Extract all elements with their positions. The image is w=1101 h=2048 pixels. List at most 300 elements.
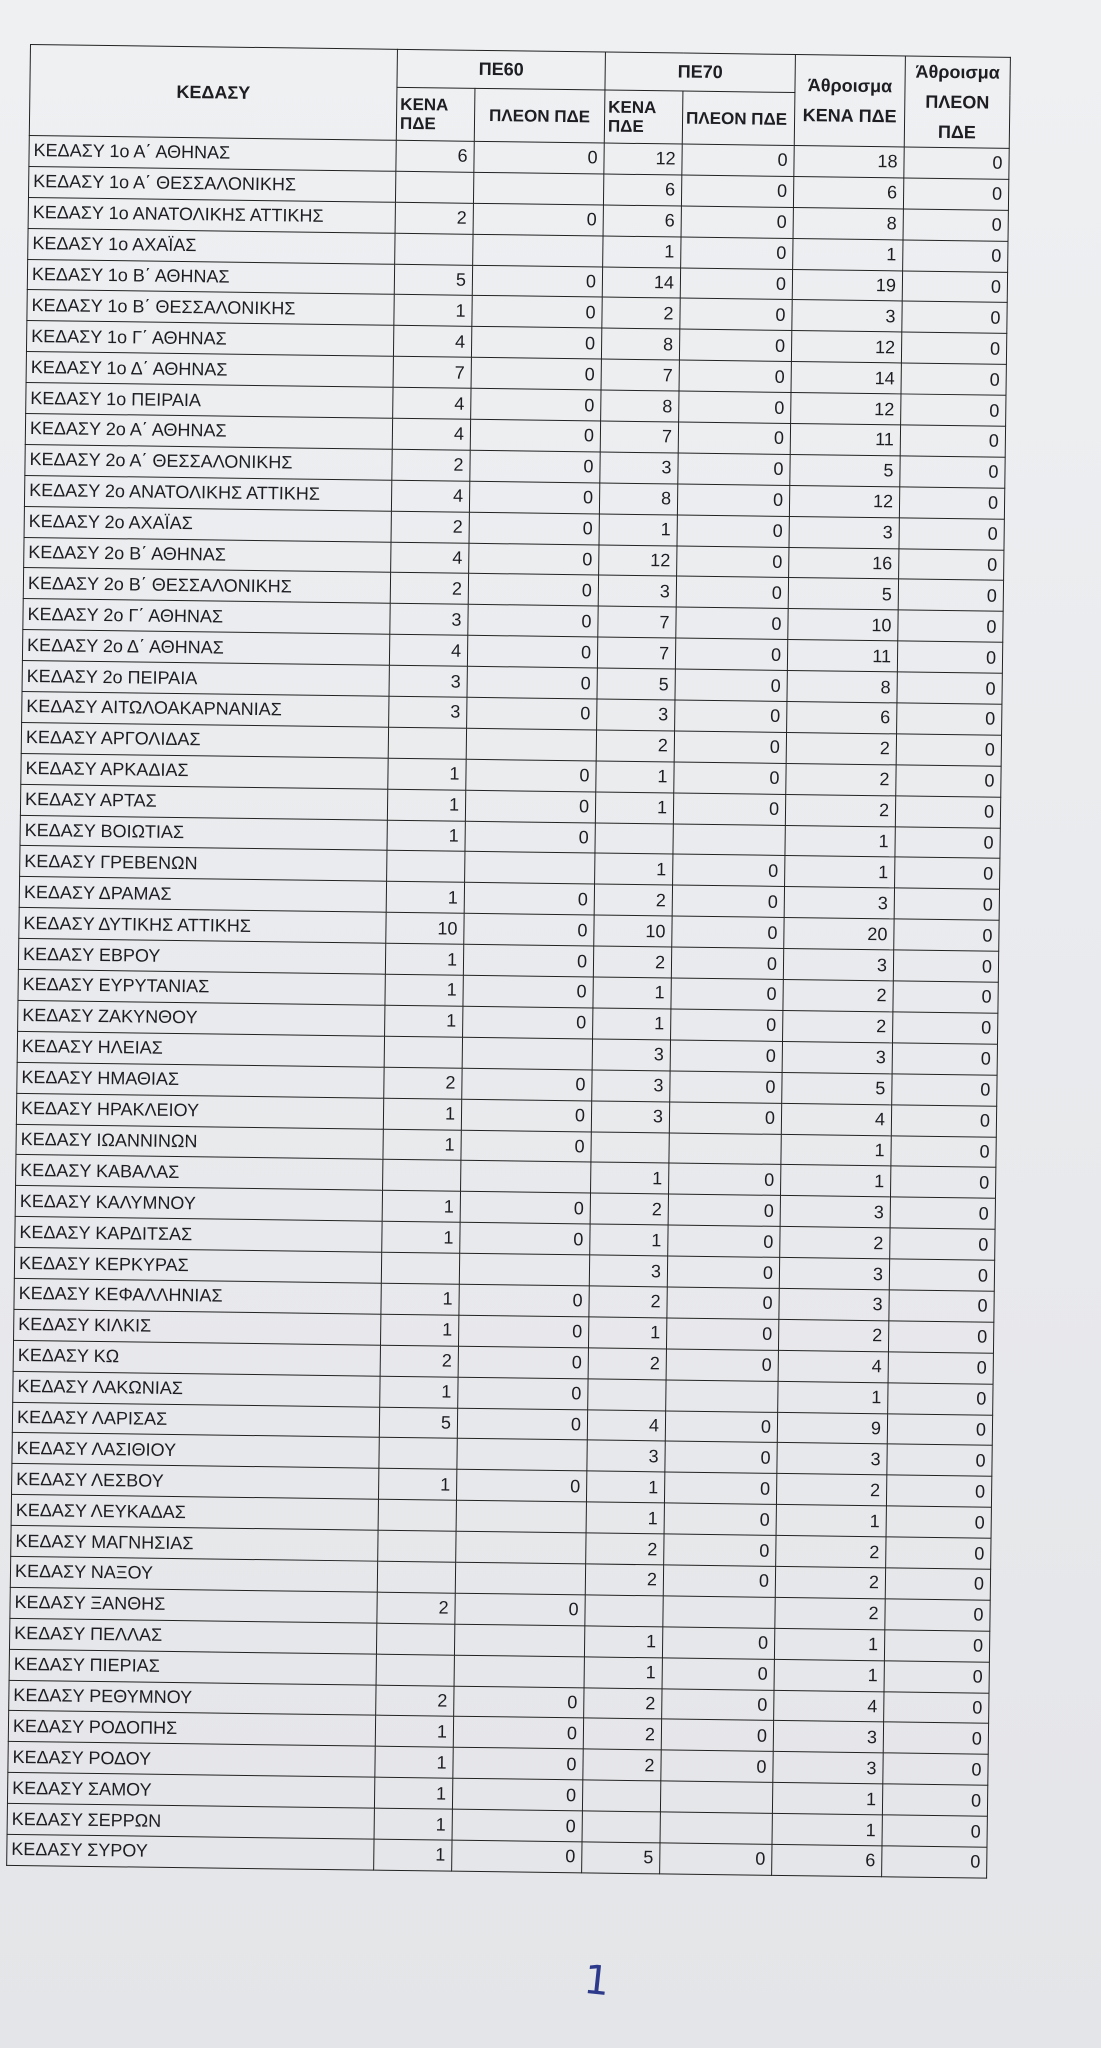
cell-name: ΚΕΔΑΣΥ 1ο Α΄ ΘΕΣΣΑΛΟΝΙΚΗΣ [28, 166, 395, 202]
cell-sum-kena: 14 [791, 362, 901, 394]
cell-name: ΚΕΔΑΣΥ ΑΙΤΩΛΟΑΚΑΡΝΑΝΙΑΣ [22, 691, 389, 727]
cell-pe70-kena: 6 [603, 205, 681, 237]
cell-pe70-kena: 8 [601, 390, 679, 422]
cell-pe60-kena: 1 [374, 1777, 452, 1809]
cell-pe70-pleon: 0 [675, 700, 787, 732]
cell-pe60-kena: 2 [376, 1685, 454, 1717]
cell-pe70-kena: 5 [597, 668, 675, 700]
cell-pe60-pleon: 0 [452, 1809, 582, 1842]
cell-pe60-pleon [455, 1562, 585, 1595]
cell-pe70-pleon: 0 [665, 1441, 777, 1473]
cell-pe60-kena: 4 [392, 418, 470, 450]
cell-pe60-pleon: 0 [466, 759, 596, 792]
cell-pe70-kena: 3 [598, 575, 676, 607]
cell-pe70-kena: 3 [600, 452, 678, 484]
cell-name: ΚΕΔΑΣΥ ΚΑΛΥΜΝΟΥ [15, 1186, 382, 1222]
cell-pe70-kena: 3 [591, 1101, 669, 1133]
cell-sum-pleon: 0 [890, 1197, 995, 1229]
cell-pe60-pleon [461, 1161, 591, 1194]
cell-sum-kena: 20 [784, 918, 894, 950]
cell-pe60-kena: 1 [374, 1808, 452, 1840]
cell-pe70-kena: 1 [584, 1657, 662, 1689]
cell-pe70-kena: 6 [603, 174, 681, 206]
cell-name: ΚΕΔΑΣΥ 1ο Β΄ ΘΕΣΣΑΛΟΝΙΚΗΣ [27, 290, 394, 326]
cell-pe60-kena: 2 [390, 573, 468, 605]
cell-sum-pleon: 0 [882, 1846, 987, 1878]
cell-pe70-pleon [660, 1812, 772, 1844]
cell-pe70-pleon: 0 [662, 1688, 774, 1720]
table-body [7, 135, 1010, 1878]
cell-sum-kena: 12 [789, 485, 899, 517]
cell-sum-pleon: 0 [893, 981, 998, 1013]
cell-pe60-pleon: 0 [461, 1099, 591, 1132]
cell-sum-kena: 2 [785, 794, 895, 826]
cell-pe70-kena: 2 [594, 884, 672, 916]
cell-sum-pleon: 0 [900, 456, 1005, 488]
cell-sum-pleon: 0 [886, 1475, 991, 1507]
cell-pe70-pleon: 0 [660, 1843, 772, 1875]
cell-pe70-kena: 2 [589, 1286, 667, 1318]
cell-pe60-kena [381, 1252, 459, 1284]
cell-name: ΚΕΔΑΣΥ 1ο ΠΕΙΡΑΙΑ [26, 383, 393, 419]
cell-pe70-pleon: 0 [672, 916, 784, 948]
cell-pe70-kena: 3 [592, 1039, 670, 1071]
cell-name: ΚΕΔΑΣΥ ΚΕΡΚΥΡΑΣ [14, 1247, 381, 1283]
cell-pe70-kena [585, 1595, 663, 1627]
cell-pe60-pleon: 0 [463, 1006, 593, 1039]
cell-name: ΚΕΔΑΣΥ 1ο Α΄ ΑΘΗΝΑΣ [29, 135, 396, 171]
cell-sum-kena: 1 [780, 1165, 890, 1197]
cell-pe70-kena: 1 [588, 1317, 666, 1349]
cell-sum-kena: 1 [785, 825, 895, 857]
cell-sum-kena: 3 [779, 1288, 889, 1320]
cell-pe60-kena: 2 [384, 1067, 462, 1099]
cell-sum-kena: 2 [778, 1319, 888, 1351]
cell-pe60-kena: 4 [393, 387, 471, 419]
cell-sum-kena: 16 [789, 547, 899, 579]
cell-pe70-kena: 7 [597, 637, 675, 669]
cell-pe70-pleon: 0 [681, 237, 793, 269]
cell-pe70-kena [588, 1379, 666, 1411]
cell-sum-pleon: 0 [886, 1506, 991, 1538]
cell-name: ΚΕΔΑΣΥ ΔΥΤΙΚΗΣ ΑΤΤΙΚΗΣ [19, 908, 386, 944]
cell-pe60-pleon: 0 [473, 203, 603, 236]
cell-pe60-pleon: 0 [460, 1192, 590, 1225]
cell-sum-pleon: 0 [895, 826, 1000, 858]
cell-pe70-pleon: 0 [671, 1009, 783, 1041]
cell-sum-pleon: 0 [884, 1691, 989, 1723]
cell-sum-pleon: 0 [882, 1815, 987, 1847]
cell-pe60-pleon [456, 1500, 586, 1533]
cell-name: ΚΕΔΑΣΥ ΝΑΞΟΥ [10, 1556, 377, 1592]
cell-pe70-kena: 1 [599, 514, 677, 546]
cell-pe60-kena: 1 [378, 1468, 456, 1500]
cell-pe60-kena: 1 [381, 1314, 459, 1346]
cell-pe60-kena: 1 [374, 1839, 452, 1871]
cell-pe70-kena: 1 [596, 761, 674, 793]
cell-pe60-pleon: 0 [469, 543, 599, 576]
cell-name: ΚΕΔΑΣΥ ΚΑΒΑΛΑΣ [16, 1155, 383, 1191]
cell-pe70-pleon: 0 [673, 793, 785, 825]
cell-name: ΚΕΔΑΣΥ 2ο ΑΧΑΪΑΣ [24, 506, 391, 542]
cell-sum-kena: 3 [779, 1257, 889, 1289]
cell-pe70-pleon: 0 [675, 638, 787, 670]
cell-name: ΚΕΔΑΣΥ ΙΩΑΝΝΙΝΩΝ [16, 1124, 383, 1160]
cell-name: ΚΕΔΑΣΥ ΑΡΚΑΔΙΑΣ [21, 753, 388, 789]
cell-pe70-kena: 3 [597, 699, 675, 731]
cell-pe60-kena: 3 [389, 665, 467, 697]
cell-name: ΚΕΔΑΣΥ ΚΑΡΔΙΤΣΑΣ [15, 1217, 382, 1253]
cell-sum-kena: 8 [793, 207, 903, 239]
cell-sum-kena: 9 [777, 1412, 887, 1444]
cell-sum-kena: 2 [783, 1010, 893, 1042]
cell-sum-kena: 2 [786, 732, 896, 764]
cell-pe60-kena: 1 [383, 1129, 461, 1161]
cell-pe60-pleon: 0 [472, 265, 602, 298]
cell-pe60-kena: 4 [391, 542, 469, 574]
cell-sum-pleon: 0 [887, 1444, 992, 1476]
cell-pe70-kena: 7 [601, 359, 679, 391]
cell-sum-kena: 4 [781, 1103, 891, 1135]
cell-pe60-pleon: 0 [468, 574, 598, 607]
cell-pe60-pleon: 0 [463, 944, 593, 977]
cell-pe70-pleon: 0 [679, 329, 791, 361]
cell-pe60-pleon: 0 [464, 883, 594, 916]
cell-sum-kena: 11 [790, 424, 900, 456]
cell-name: ΚΕΔΑΣΥ ΗΛΕΙΑΣ [17, 1031, 384, 1067]
cell-sum-kena: 2 [776, 1474, 886, 1506]
cell-pe60-pleon: 0 [470, 419, 600, 452]
cell-sum-kena: 5 [790, 454, 900, 486]
cell-pe60-pleon: 0 [455, 1593, 585, 1626]
cell-sum-kena: 4 [774, 1690, 884, 1722]
cell-pe60-kena: 1 [387, 820, 465, 852]
cell-name: ΚΕΔΑΣΥ ΕΥΡΥΤΑΝΙΑΣ [18, 969, 385, 1005]
cell-sum-kena: 2 [783, 979, 893, 1011]
cell-pe60-pleon: 0 [469, 481, 599, 514]
cell-sum-pleon: 0 [892, 1074, 997, 1106]
cell-pe70-kena: 3 [592, 1070, 670, 1102]
cell-name: ΚΕΔΑΣΥ ΣΕΡΡΩΝ [7, 1803, 374, 1839]
cell-pe60-pleon: 0 [461, 1130, 591, 1163]
cell-pe60-pleon: 0 [474, 141, 604, 174]
cell-pe60-kena: 2 [392, 449, 470, 481]
cell-sum-pleon: 0 [899, 548, 1004, 580]
cell-pe60-pleon: 0 [462, 1068, 592, 1101]
cell-pe70-kena: 1 [586, 1471, 664, 1503]
cell-pe60-kena [395, 233, 473, 265]
header-pe60: ΠΕ60 [397, 49, 605, 90]
cell-pe60-pleon: 0 [471, 358, 601, 391]
cell-sum-pleon: 0 [892, 1043, 997, 1075]
cell-name: ΚΕΔΑΣΥ ΛΑΣΙΘΙΟΥ [12, 1433, 379, 1469]
cell-pe70-kena: 14 [602, 267, 680, 299]
cell-sum-kena: 1 [785, 856, 895, 888]
cell-pe60-pleon: 0 [472, 296, 602, 329]
allocation-table [6, 44, 1011, 1879]
cell-pe60-kena: 4 [391, 480, 469, 512]
cell-pe70-kena: 1 [595, 853, 673, 885]
cell-pe70-pleon: 0 [673, 854, 785, 886]
cell-sum-kena: 3 [783, 949, 893, 981]
cell-name: ΚΕΔΑΣΥ ΓΡΕΒΕΝΩΝ [20, 846, 387, 882]
cell-pe70-kena: 1 [603, 236, 681, 268]
cell-pe70-pleon: 0 [680, 268, 792, 300]
cell-pe60-pleon: 0 [465, 790, 595, 823]
cell-sum-kena: 1 [772, 1813, 882, 1845]
cell-pe60-pleon [466, 728, 596, 761]
cell-pe70-pleon: 0 [662, 1627, 774, 1659]
cell-name: ΚΕΔΑΣΥ ΛΑΡΙΣΑΣ [12, 1402, 379, 1438]
cell-pe70-pleon: 0 [675, 669, 787, 701]
cell-sum-kena: 6 [793, 176, 903, 208]
cell-pe70-kena: 2 [584, 1687, 662, 1719]
cell-sum-pleon: 0 [888, 1352, 993, 1384]
cell-name: ΚΕΔΑΣΥ ΠΙΕΡΙΑΣ [9, 1649, 376, 1685]
cell-name: ΚΕΔΑΣΥ ΠΕΛΛΑΣ [9, 1618, 376, 1654]
cell-pe60-kena: 1 [394, 295, 472, 327]
cell-pe70-pleon: 0 [681, 206, 793, 238]
cell-pe60-pleon: 0 [471, 388, 601, 421]
cell-sum-kena: 18 [794, 146, 904, 178]
cell-pe60-kena: 2 [377, 1592, 455, 1624]
cell-sum-pleon: 0 [896, 734, 1001, 766]
cell-pe60-kena: 6 [396, 140, 474, 172]
cell-pe70-kena: 2 [586, 1533, 664, 1565]
cell-pe70-kena: 3 [587, 1440, 665, 1472]
handwritten-page-number: 1 [581, 1956, 612, 2006]
cell-name: ΚΕΔΑΣΥ ΣΑΜΟΥ [7, 1773, 374, 1809]
cell-pe60-pleon: 0 [467, 636, 597, 669]
cell-sum-pleon: 0 [902, 271, 1007, 303]
cell-name: ΚΕΔΑΣΥ ΚΕΦΑΛΛΗΝΙΑΣ [14, 1278, 381, 1314]
cell-pe70-kena: 2 [585, 1564, 663, 1596]
header-pe70: ΠΕ70 [605, 52, 795, 93]
cell-pe60-kena: 1 [375, 1716, 453, 1748]
cell-pe60-pleon: 0 [453, 1747, 583, 1780]
cell-pe60-pleon: 0 [458, 1315, 588, 1348]
cell-sum-kena: 11 [787, 640, 897, 672]
cell-pe70-pleon: 0 [661, 1750, 773, 1782]
header-sum-pleon: Άθροισμα ΠΛΕΟΝ ΠΔΕ [904, 56, 1010, 148]
cell-sum-kena: 1 [793, 238, 903, 270]
cell-pe60-pleon: 0 [467, 666, 597, 699]
cell-pe60-kena: 3 [390, 604, 468, 636]
cell-pe70-pleon: 0 [666, 1349, 778, 1381]
cell-sum-pleon: 0 [903, 178, 1008, 210]
cell-pe70-pleon: 0 [672, 885, 784, 917]
cell-name: ΚΕΔΑΣΥ ΖΑΚΥΝΘΟΥ [18, 1000, 385, 1036]
cell-pe60-pleon: 0 [458, 1346, 588, 1379]
cell-pe70-pleon: 0 [674, 762, 786, 794]
cell-pe70-pleon: 0 [670, 1071, 782, 1103]
cell-pe70-kena: 5 [582, 1842, 660, 1874]
cell-sum-kena: 3 [773, 1721, 883, 1753]
cell-name: ΚΕΔΑΣΥ ΣΥΡΟΥ [7, 1834, 374, 1870]
cell-pe60-kena: 5 [379, 1407, 457, 1439]
cell-name: ΚΕΔΑΣΥ ΚΙΛΚΙΣ [14, 1309, 381, 1345]
cell-pe60-kena [378, 1499, 456, 1531]
cell-pe60-pleon: 0 [465, 821, 595, 854]
cell-pe60-kena: 2 [395, 202, 473, 234]
cell-pe60-pleon: 0 [470, 450, 600, 483]
cell-pe70-kena: 12 [599, 545, 677, 577]
cell-pe60-pleon: 0 [469, 512, 599, 545]
cell-pe70-pleon: 0 [664, 1472, 776, 1504]
cell-pe70-pleon: 0 [678, 422, 790, 454]
cell-pe70-kena: 4 [587, 1409, 665, 1441]
cell-sum-pleon: 0 [883, 1753, 988, 1785]
cell-pe70-kena: 12 [604, 143, 682, 175]
cell-sum-pleon: 0 [903, 240, 1008, 272]
cell-pe70-kena [582, 1780, 660, 1812]
cell-pe60-pleon: 0 [456, 1470, 586, 1503]
cell-name: ΚΕΔΑΣΥ 1ο ΑΧΑΪΑΣ [28, 228, 395, 264]
cell-name: ΚΕΔΑΣΥ 2ο Δ΄ ΑΘΗΝΑΣ [22, 630, 389, 666]
cell-sum-pleon: 0 [898, 610, 1003, 642]
cell-sum-kena: 1 [774, 1628, 884, 1660]
cell-pe60-pleon [473, 234, 603, 267]
header-pe60-kena: ΚΕΝΑ ΠΔΕ [396, 87, 475, 141]
cell-pe60-kena [387, 851, 465, 883]
cell-pe60-kena: 1 [380, 1376, 458, 1408]
cell-name: ΚΕΔΑΣΥ ΞΑΝΘΗΣ [10, 1587, 377, 1623]
cell-pe70-pleon: 0 [662, 1658, 774, 1690]
cell-sum-pleon: 0 [893, 950, 998, 982]
cell-pe60-kena: 7 [393, 357, 471, 389]
cell-sum-kena: 1 [781, 1134, 891, 1166]
cell-pe60-pleon: 0 [454, 1686, 584, 1719]
cell-sum-kena: 3 [780, 1196, 890, 1228]
header-pe70-kena: ΚΕΝΑ ΠΔΕ [604, 90, 683, 144]
cell-pe70-pleon: 0 [664, 1503, 776, 1535]
cell-name: ΚΕΔΑΣΥ ΡΟΔΟΥ [8, 1742, 375, 1778]
cell-sum-pleon: 0 [897, 672, 1002, 704]
cell-pe60-pleon: 0 [459, 1284, 589, 1317]
cell-name: ΚΕΔΑΣΥ ΑΡΓΟΛΙΔΑΣ [21, 722, 388, 758]
cell-pe60-pleon: 0 [464, 914, 594, 947]
cell-pe70-pleon: 0 [679, 360, 791, 392]
cell-sum-kena: 2 [775, 1597, 885, 1629]
cell-sum-pleon: 0 [894, 919, 999, 951]
cell-pe60-pleon: 0 [468, 605, 598, 638]
cell-sum-pleon: 0 [902, 301, 1007, 333]
cell-pe60-kena: 1 [375, 1746, 453, 1778]
cell-pe60-pleon [473, 172, 603, 205]
cell-name: ΚΕΔΑΣΥ 1ο Β΄ ΑΘΗΝΑΣ [27, 259, 394, 295]
cell-pe70-pleon: 0 [669, 1102, 781, 1134]
cell-pe60-kena: 10 [386, 913, 464, 945]
cell-name: ΚΕΔΑΣΥ ΜΑΓΝΗΣΙΑΣ [11, 1525, 378, 1561]
cell-pe70-kena: 10 [594, 915, 672, 947]
cell-sum-pleon: 0 [883, 1722, 988, 1754]
cell-pe70-kena: 2 [602, 297, 680, 329]
cell-pe70-pleon: 0 [670, 1040, 782, 1072]
cell-sum-pleon: 0 [897, 641, 1002, 673]
cell-sum-pleon: 0 [891, 1135, 996, 1167]
cell-sum-pleon: 0 [893, 1012, 998, 1044]
cell-sum-kena: 3 [789, 516, 899, 548]
cell-name: ΚΕΔΑΣΥ ΛΕΥΚΑΔΑΣ [11, 1495, 378, 1531]
cell-sum-pleon: 0 [896, 765, 1001, 797]
cell-sum-kena: 12 [791, 393, 901, 425]
cell-sum-kena: 2 [786, 763, 896, 795]
cell-pe70-pleon [666, 1380, 778, 1412]
cell-name: ΚΕΔΑΣΥ ΛΑΚΩΝΙΑΣ [13, 1371, 380, 1407]
cell-pe60-kena: 1 [385, 974, 463, 1006]
cell-pe70-kena: 7 [598, 606, 676, 638]
cell-pe70-pleon [673, 824, 785, 856]
cell-pe60-kena: 1 [388, 758, 466, 790]
cell-pe60-kena [388, 727, 466, 759]
cell-sum-pleon: 0 [898, 579, 1003, 611]
cell-sum-kena: 1 [774, 1659, 884, 1691]
cell-pe70-pleon [669, 1132, 781, 1164]
header-pe60-pleon: ΠΛΕΟΝ ΠΔΕ [474, 88, 605, 143]
cell-sum-kena: 4 [778, 1350, 888, 1382]
cell-pe70-pleon: 0 [671, 947, 783, 979]
cell-pe60-kena [376, 1654, 454, 1686]
cell-pe70-pleon: 0 [677, 515, 789, 547]
cell-pe60-pleon [462, 1037, 592, 1070]
cell-name: ΚΕΔΑΣΥ ΑΡΤΑΣ [20, 784, 387, 820]
cell-pe70-kena [595, 823, 673, 855]
cell-sum-kena: 12 [791, 331, 901, 363]
cell-pe60-kena: 1 [383, 1098, 461, 1130]
cell-pe70-kena: 1 [584, 1626, 662, 1658]
cell-pe60-pleon: 0 [453, 1717, 583, 1750]
cell-name: ΚΕΔΑΣΥ ΗΜΑΘΙΑΣ [17, 1062, 384, 1098]
cell-name: ΚΕΔΑΣΥ 1ο Γ΄ ΑΘΗΝΑΣ [26, 321, 393, 357]
cell-pe70-pleon: 0 [681, 175, 793, 207]
cell-sum-kena: 1 [776, 1505, 886, 1537]
cell-pe70-kena [582, 1811, 660, 1843]
cell-sum-kena: 1 [772, 1783, 882, 1815]
cell-pe70-pleon: 0 [667, 1287, 779, 1319]
cell-sum-kena: 5 [782, 1072, 892, 1104]
cell-sum-kena: 2 [775, 1566, 885, 1598]
cell-sum-pleon: 0 [894, 888, 999, 920]
header-sum-kena: Άθροισμα ΚΕΝΑ ΠΔΕ [794, 55, 905, 147]
cell-pe70-pleon: 0 [668, 1225, 780, 1257]
cell-pe60-pleon: 0 [452, 1840, 582, 1873]
cell-sum-kena: 3 [782, 1041, 892, 1073]
cell-pe70-kena: 1 [591, 1162, 669, 1194]
cell-pe60-pleon: 0 [471, 327, 601, 360]
cell-pe70-pleon: 0 [664, 1534, 776, 1566]
cell-sum-kena: 2 [776, 1535, 886, 1567]
cell-pe60-kena: 4 [393, 326, 471, 358]
cell-name: ΚΕΔΑΣΥ ΒΟΙΩΤΙΑΣ [20, 815, 387, 851]
cell-pe70-kena: 2 [593, 946, 671, 978]
cell-sum-kena: 19 [792, 269, 902, 301]
cell-name: ΚΕΔΑΣΥ ΕΒΡΟΥ [18, 939, 385, 975]
cell-pe70-pleon: 0 [665, 1410, 777, 1442]
cell-pe70-pleon: 0 [663, 1565, 775, 1597]
cell-sum-kena: 1 [778, 1381, 888, 1413]
cell-sum-pleon: 0 [899, 518, 1004, 550]
cell-pe60-pleon [454, 1655, 584, 1688]
cell-pe60-pleon: 0 [458, 1377, 588, 1410]
cell-pe70-pleon: 0 [676, 576, 788, 608]
cell-pe60-pleon [465, 852, 595, 885]
cell-name: ΚΕΔΑΣΥ 1ο Δ΄ ΑΘΗΝΑΣ [26, 352, 393, 388]
cell-pe60-kena: 5 [394, 264, 472, 296]
cell-sum-pleon: 0 [901, 394, 1006, 426]
cell-pe70-kena: 2 [590, 1193, 668, 1225]
cell-sum-pleon: 0 [884, 1630, 989, 1662]
cell-sum-pleon: 0 [889, 1290, 994, 1322]
